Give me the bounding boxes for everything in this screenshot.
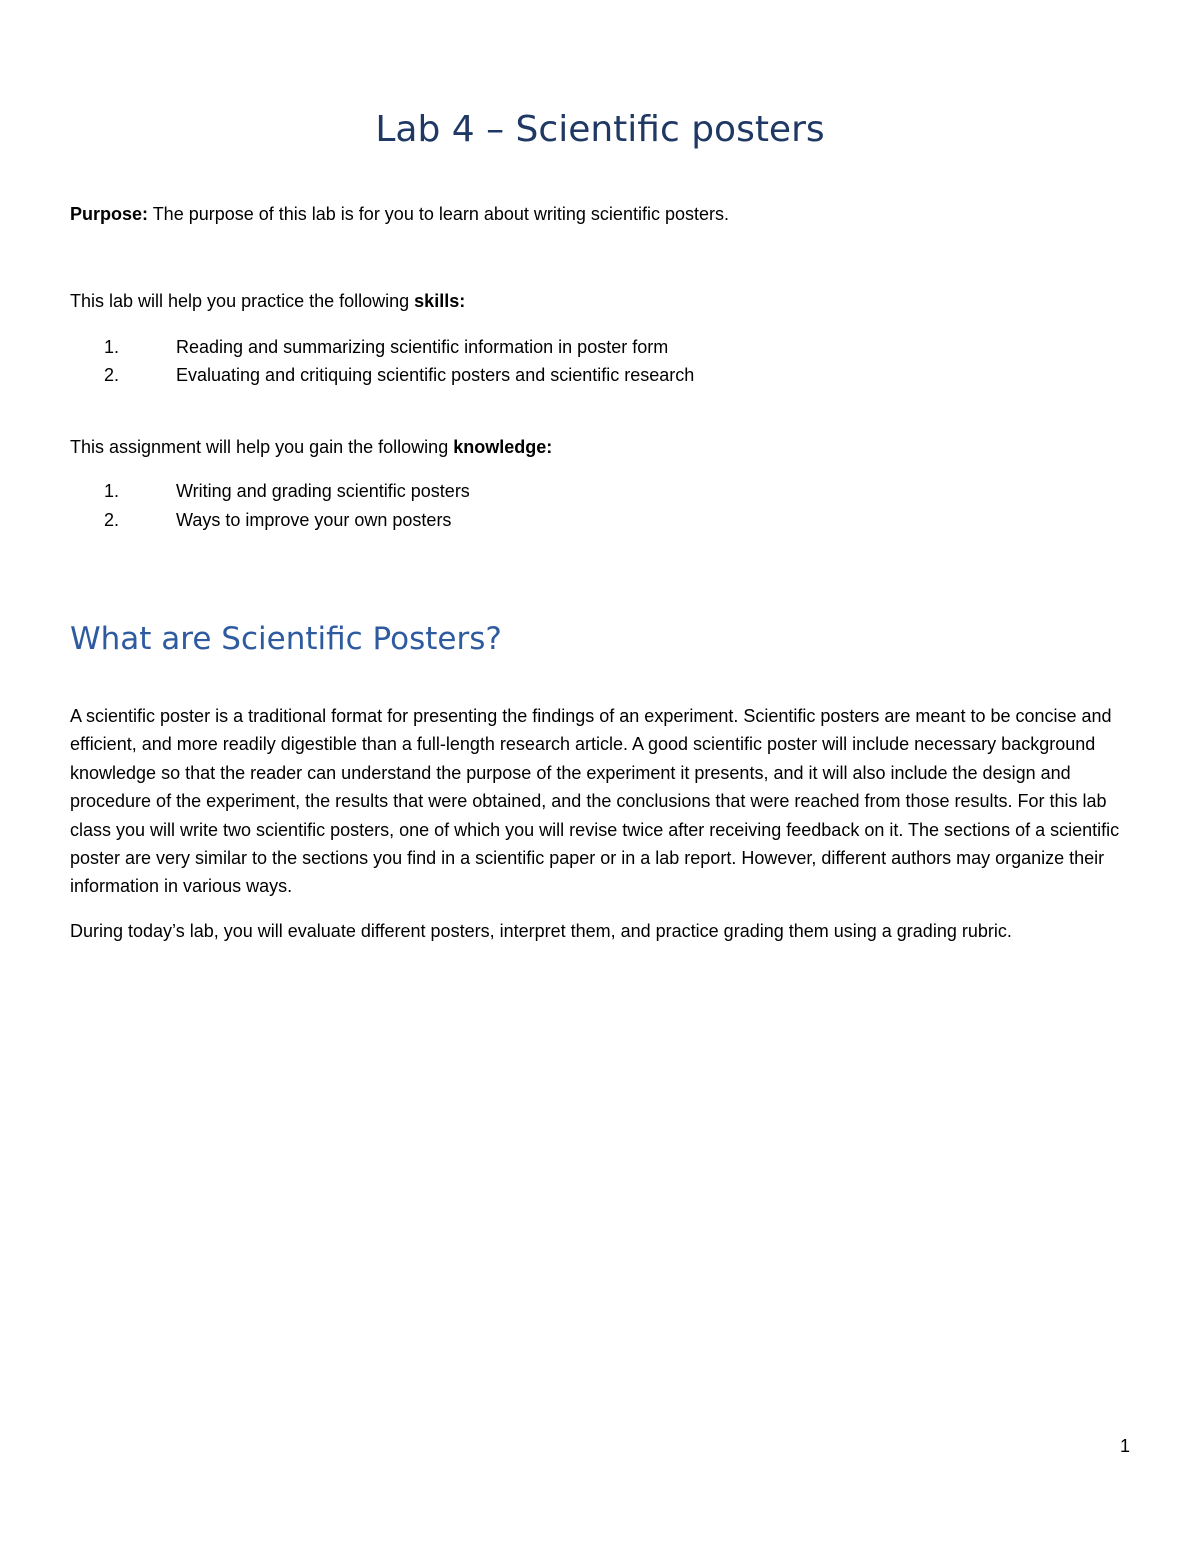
skills-keyword: skills (414, 291, 460, 311)
knowledge-intro (70, 433, 552, 461)
skills-intro (70, 287, 465, 315)
knowledge-keyword: knowledge (453, 437, 547, 457)
knowledge-item-1-number: 1. (104, 481, 120, 501)
skills-item-1-number: 1. (104, 337, 120, 357)
knowledge-item-2: Ways to improve your own posters (176, 510, 452, 530)
section-heading: What are Scientific Posters? (70, 621, 502, 657)
knowledge-item-2-number: 2. (104, 510, 120, 530)
skills-colon: : (459, 291, 466, 311)
page-number: 1 (1119, 1436, 1130, 1456)
knowledge-colon: : (546, 437, 553, 457)
purpose-label: Purpose: (70, 204, 149, 224)
skills-item-2-number: 2. (104, 365, 120, 385)
knowledge-item-1: Writing and grading scientific posters (176, 481, 470, 501)
purpose-line (70, 200, 729, 228)
body-paragraph-2: During today’s lab, you will evaluate different posters, interpret them, and practice grading them using a grading rubric. (70, 921, 1012, 941)
skills-item-2: Evaluating and critiquing scientific posters and scientific research (176, 365, 695, 385)
skills-item-1: Reading and summarizing scientific information in poster form (176, 337, 669, 357)
knowledge-intro-text: This assignment will help you gain the following (70, 437, 454, 457)
page-title: Lab 4 – Scientific posters (375, 109, 825, 150)
body-paragraph-1: A scientific poster is a traditional format for presenting the findings of an experiment. Scientific posters are meant to be concise and efficient, and more readily digestible than a full-length research article. A good scientific poster will include necessary background knowledge so that the reader can understand the purpose of the experiment it presents, and it will also include the design and procedure of the experiment, the results that were obtained, and the conclusions that were reached from those results. For this lab class you will write two scientific posters, one of which you will revise twice after receiving feedback on it. The sections of a scientific poster are very similar to the sections you find in a scientific paper or in a lab report. However, different authors may organize their information in various ways. (70, 706, 1120, 897)
skills-intro-text: This lab will help you practice the following (70, 291, 415, 311)
purpose-text: The purpose of this lab is for you to learn about writing scientific posters. (148, 204, 729, 224)
